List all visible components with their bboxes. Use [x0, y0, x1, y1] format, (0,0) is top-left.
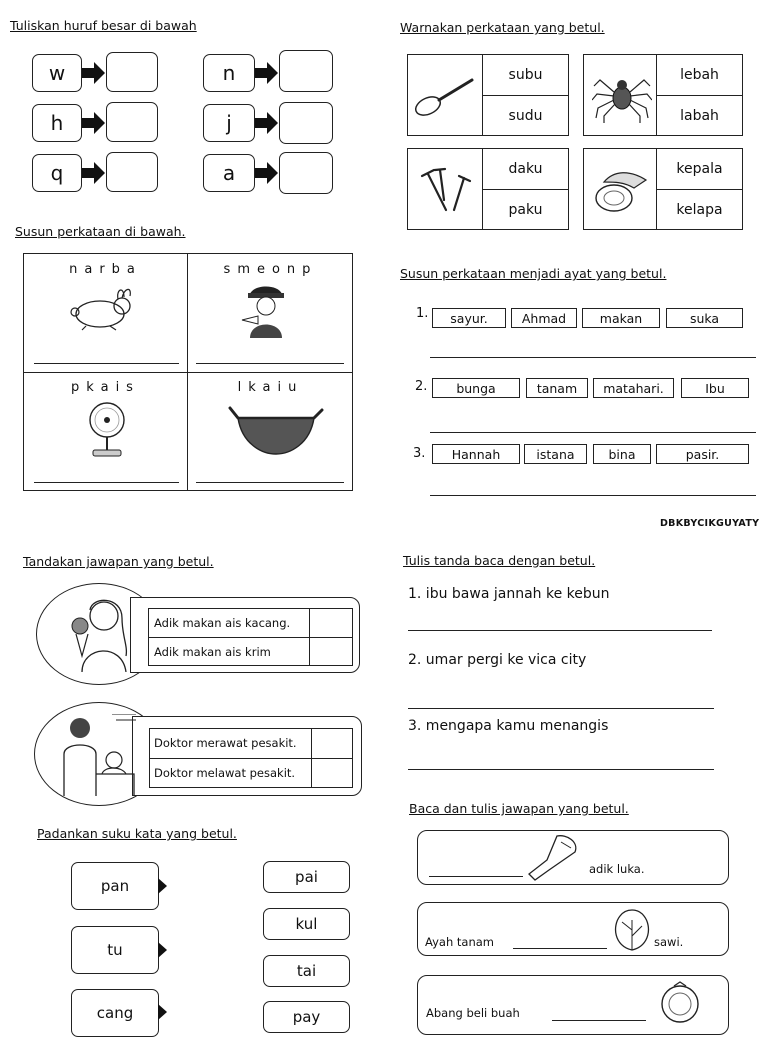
word-tile[interactable]: bina: [593, 444, 651, 464]
syllable-card[interactable]: tai: [263, 955, 350, 987]
answer-box[interactable]: [279, 50, 333, 92]
letter-box: w: [32, 54, 82, 92]
syllable-card[interactable]: kul: [263, 908, 350, 940]
sentence-text: Ayah tanam: [425, 935, 494, 949]
section-title-read-write: Baca dan tulis jawapan yang betul.: [409, 801, 629, 816]
answer-option: Adik makan ais kacang.: [154, 616, 291, 630]
answer-line[interactable]: [513, 948, 607, 949]
word-tile[interactable]: Hannah: [432, 444, 520, 464]
answer-option: Adik makan ais krim: [154, 645, 271, 659]
scrambled-word: narba: [69, 262, 142, 277]
coconut-icon: [590, 162, 652, 222]
arrow-right-icon: [255, 112, 279, 134]
answer-line[interactable]: [34, 363, 179, 364]
word-option[interactable]: daku: [508, 161, 543, 177]
word-tile[interactable]: sayur.: [432, 308, 506, 328]
section-title-capital-letters: Tuliskan huruf besar di bawah: [10, 18, 197, 33]
scrambled-word: smeonp: [223, 262, 318, 277]
arrow-right-icon: [82, 62, 106, 84]
arrow-right-icon: [82, 112, 106, 134]
fan-icon: [82, 400, 132, 460]
section-title-color-words: Warnakan perkataan yang betul.: [400, 20, 605, 35]
answer-line[interactable]: [408, 769, 714, 770]
word-option[interactable]: kepala: [676, 161, 723, 177]
sentence-text: sawi.: [654, 935, 684, 949]
answer-line[interactable]: [429, 876, 523, 877]
word-tile[interactable]: tanam: [526, 378, 588, 398]
question-number: 1.: [416, 306, 429, 321]
syllable-card[interactable]: pai: [263, 861, 350, 893]
letter-box: a: [203, 154, 255, 192]
arrow-right-icon: [82, 162, 106, 184]
word-option[interactable]: labah: [680, 108, 719, 124]
word-option[interactable]: subu: [508, 67, 543, 83]
letter-box: j: [203, 104, 255, 142]
pointer-icon: [158, 878, 168, 894]
word-option[interactable]: lebah: [680, 67, 719, 83]
word-tile[interactable]: matahari.: [593, 378, 674, 398]
question-number: 3.: [413, 446, 426, 461]
question-number: 2.: [415, 379, 428, 394]
tick-box[interactable]: [310, 638, 352, 665]
wok-icon: [228, 398, 324, 460]
arrow-right-icon: [255, 62, 279, 84]
answer-line[interactable]: [196, 363, 344, 364]
answer-box[interactable]: [106, 52, 158, 92]
mangosteen-icon: [656, 980, 704, 1024]
answer-line[interactable]: [430, 357, 756, 358]
child-eating-icon: [62, 596, 132, 672]
letter-box: n: [203, 54, 255, 92]
tick-box[interactable]: [310, 609, 352, 637]
scrambled-word: lkaiu: [237, 380, 304, 395]
spoon-icon: [412, 68, 478, 124]
rabbit-icon: [66, 284, 138, 332]
sentence-item: 3. mengapa kamu menangis: [408, 718, 609, 734]
word-tile[interactable]: Ahmad: [511, 308, 577, 328]
answer-line[interactable]: [34, 482, 179, 483]
pointer-icon: [158, 942, 168, 958]
arrow-right-icon: [255, 162, 279, 184]
sentence-text: adik luka.: [589, 862, 645, 876]
answer-line[interactable]: [408, 630, 712, 631]
letter-box: h: [32, 104, 82, 142]
answer-box[interactable]: [106, 152, 158, 192]
answer-line[interactable]: [552, 1020, 646, 1021]
syllable-card[interactable]: pay: [263, 1001, 350, 1033]
answer-option: Doktor merawat pesakit.: [154, 736, 297, 750]
answer-option: Doktor melawat pesakit.: [154, 766, 296, 780]
word-tile[interactable]: makan: [582, 308, 660, 328]
sentence-text: Abang beli buah: [426, 1006, 520, 1020]
section-title-arrange-words: Susun perkataan di bawah.: [15, 224, 186, 239]
vegetable-icon: [610, 906, 654, 952]
syllable-card[interactable]: pan: [71, 862, 159, 910]
sentence-item: 2. umar pergi ke vica city: [408, 652, 587, 668]
syllable-card[interactable]: cang: [71, 989, 159, 1037]
section-title-arrange-sentence: Susun perkataan menjadi ayat yang betul.: [400, 266, 667, 281]
injured-leg-icon: [527, 834, 585, 882]
answer-box[interactable]: [279, 152, 333, 194]
letter-box: q: [32, 154, 82, 192]
answer-box[interactable]: [106, 102, 158, 142]
answer-box[interactable]: [279, 102, 333, 144]
sentence-item: 1. ibu bawa jannah ke kebun: [408, 586, 610, 602]
section-title-punctuation: Tulis tanda baca dengan betul.: [403, 553, 596, 568]
word-tile[interactable]: bunga: [432, 378, 520, 398]
answer-line[interactable]: [196, 482, 344, 483]
syllable-card[interactable]: tu: [71, 926, 159, 974]
word-tile[interactable]: suka: [666, 308, 743, 328]
answer-line[interactable]: [430, 432, 756, 433]
word-tile[interactable]: Ibu: [681, 378, 749, 398]
word-option[interactable]: sudu: [508, 108, 543, 124]
word-option[interactable]: kelapa: [676, 202, 723, 218]
police-officer-icon: [238, 280, 294, 340]
answer-line[interactable]: [408, 708, 714, 709]
section-title-tick-answer: Tandakan jawapan yang betul.: [23, 554, 214, 569]
word-option[interactable]: paku: [508, 202, 543, 218]
nails-icon: [414, 160, 476, 220]
watermark: DBKBYCIKGUYATY: [660, 518, 760, 529]
spider-icon: [592, 66, 652, 124]
scrambled-word: pkais: [71, 380, 140, 395]
section-title-match-syllables: Padankan suku kata yang betul.: [37, 826, 237, 841]
answer-line[interactable]: [430, 495, 756, 496]
word-tile[interactable]: pasir.: [656, 444, 749, 464]
tick-box[interactable]: [312, 729, 352, 758]
tick-box[interactable]: [312, 759, 352, 787]
pointer-icon: [158, 1004, 168, 1020]
doctor-patient-icon: [56, 714, 136, 796]
word-tile[interactable]: istana: [524, 444, 587, 464]
